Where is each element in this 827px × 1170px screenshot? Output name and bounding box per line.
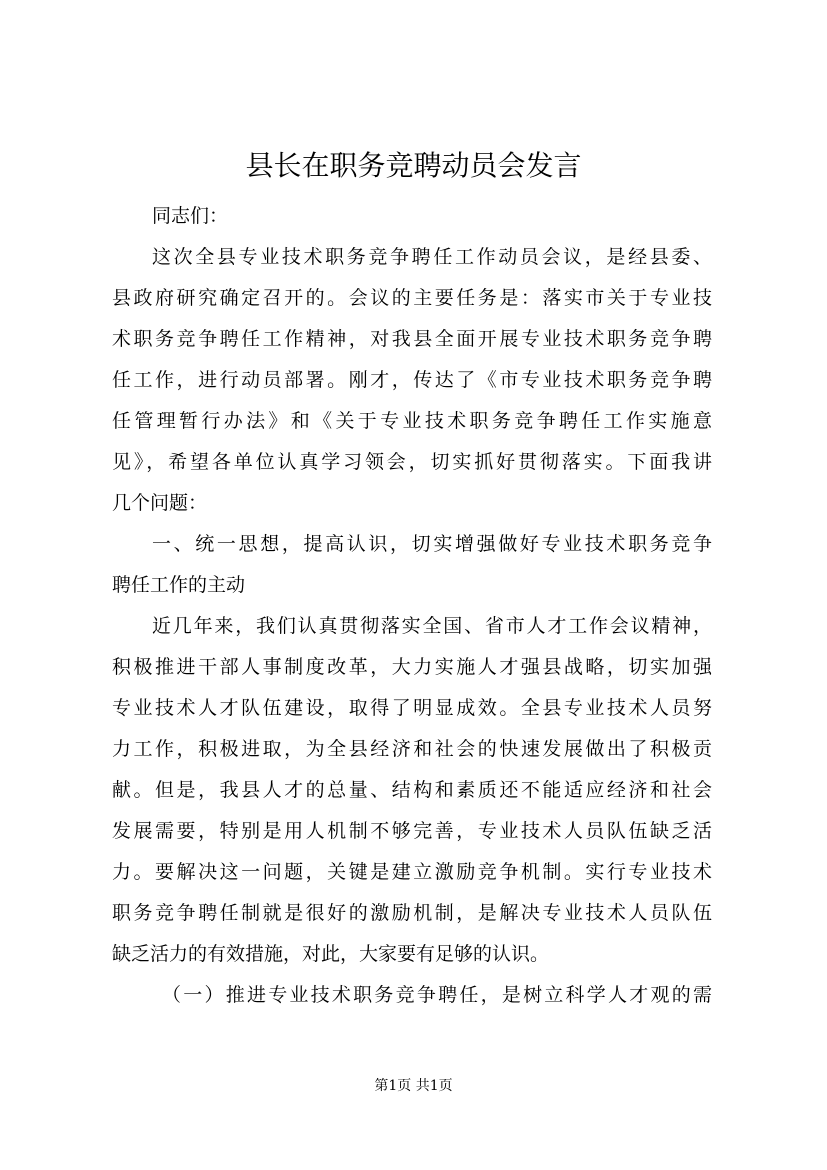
document-body [112,196,712,1016]
paragraph-line: 这次全县专业技术职务竞争聘任工作动员会议，是经县委、 [152,246,712,268]
paragraph-line: 献。但是，我县人才的总量、结构和素质还不能适应经济和社会 [112,779,712,801]
paragraph-line: 任管理暂行办法》和《关于专业技术职务竞争聘任工作实施意 [112,410,712,432]
paragraph-line: 任工作，进行动员部署。刚才，传达了《市专业技术职务竞争聘 [112,369,712,391]
paragraph-line: 见》，希望各单位认真学习领会，切实抓好贯彻落实。下面我讲 [112,451,712,473]
paragraph-line: 力。要解决这一问题，关键是建立激励竞争机制。实行专业技术 [112,861,712,883]
subsection-heading-line: （一）推进专业技术职务竞争聘任，是树立科学人才观的需 [162,984,712,1006]
paragraph-line: 职务竞争聘任制就是很好的激励机制，是解决专业技术人员队伍 [112,902,712,924]
salutation-line: 同志们： [152,205,229,227]
paragraph-line: 专业技术人才队伍建设，取得了明显成效。全县专业技术人员努 [112,697,712,719]
page-number-footer: 第1页 共1页 [374,1078,453,1094]
section-heading-line: 聘任工作的主动 [112,574,246,596]
paragraph-line: 几个问题： [112,492,208,514]
section-heading-line: 一、统一思想，提高认识，切实增强做好专业技术职务竞争 [152,533,712,555]
paragraph-line: 力工作，积极进取，为全县经济和社会的快速发展做出了积极贡 [112,738,712,760]
paragraph-line: 发展需要，特别是用人机制不够完善，专业技术人员队伍缺乏活 [112,820,712,842]
document-title: 县长在职务竞聘动员会发言 [245,149,582,182]
paragraph-line: 积极推进干部人事制度改革，大力实施人才强县战略，切实加强 [112,656,712,678]
paragraph-line: 近几年来，我们认真贯彻落实全国、省市人才工作会议精神， [152,615,712,637]
paragraph-line: 缺乏活力的有效措施，对此，大家要有足够的认识。 [112,943,550,965]
paragraph-line: 县政府研究确定召开的。会议的主要任务是：落实市关于专业技 [112,287,712,309]
paragraph-line: 术职务竞争聘任工作精神，对我县全面开展专业技术职务竞争聘 [112,328,712,350]
